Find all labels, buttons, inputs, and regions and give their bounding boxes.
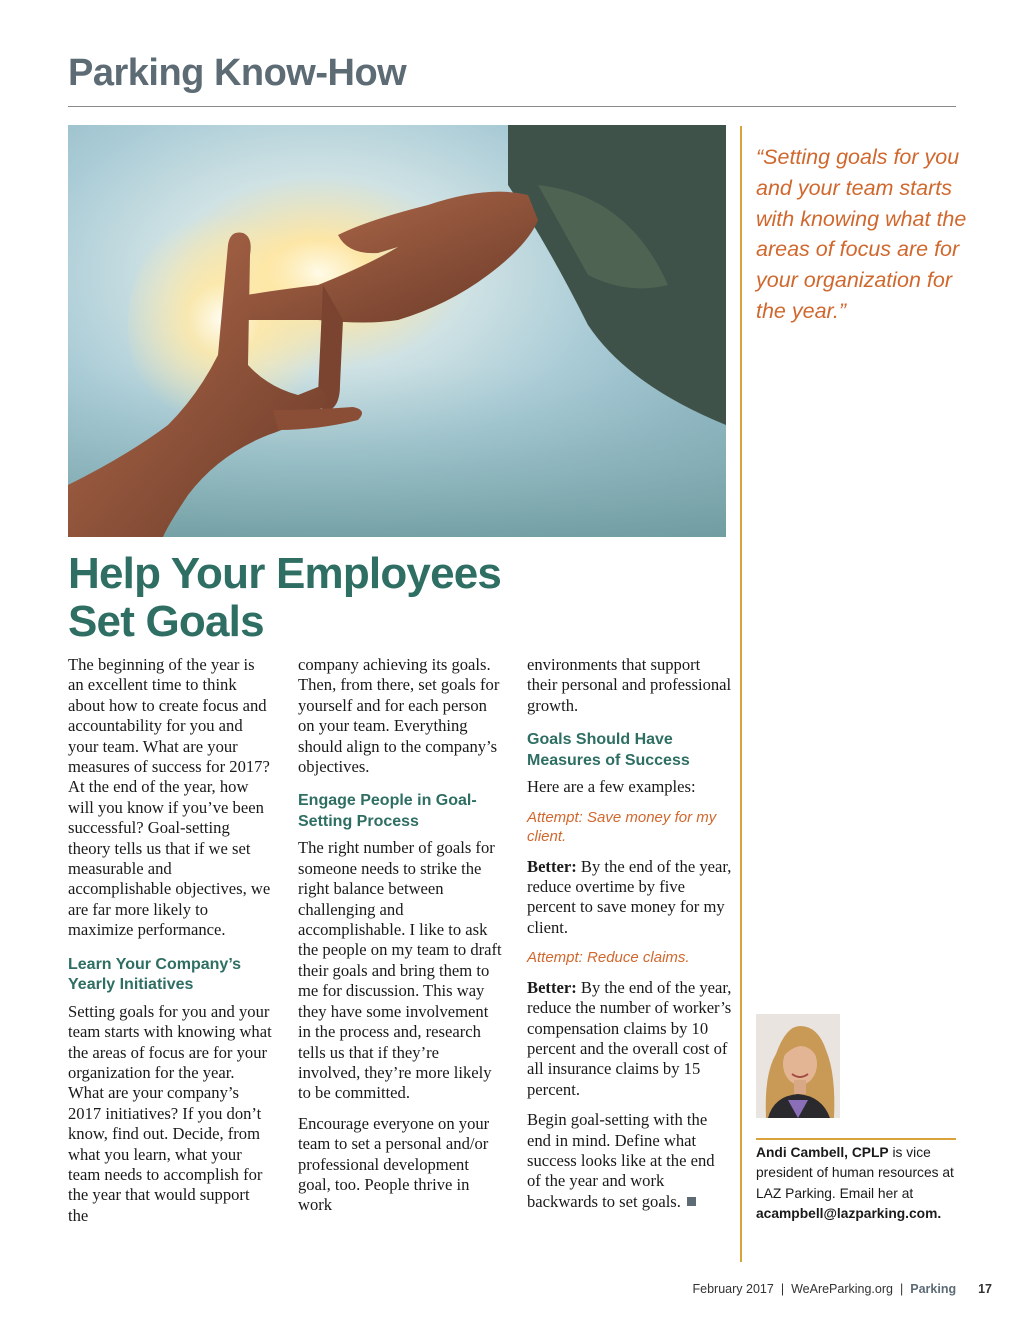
footer-date: February 2017 [692,1282,774,1296]
encourage-paragraph: Encourage everyone on your team to set a personal and/or professional development goal, too. People thrive in work [298,1113,490,1215]
page-number: 17 [978,1282,992,1296]
header-rule [68,106,956,107]
headline-line-2: Set Goals [68,597,264,646]
better-label: Better: [527,977,577,997]
author-name: Andi Cambell, CPLP [756,1145,889,1160]
column-divider [740,126,742,1262]
initiatives-paragraph-continued: company achieving its goals. Then, from there, set goals for yourself and for each person on your team. Everything should align to the company’s objectives. [298,655,500,777]
article-column-3 [527,655,732,1222]
initiatives-paragraph: Setting goals for you and your team starts with knowing what the areas of focus are for your organization for the year. What are your company’s 2017 initiatives? If you don’t know, find out. Decide, from what you learn, what your team needs to accomplish for the year that would support the [68,1001,272,1225]
article-column-1 [68,655,273,1236]
pull-quote: “Setting goals for you and your team starts with knowing what the areas of focus are for your organization for the year.” [756,145,967,323]
hero-photo [68,125,726,537]
hands-framing-sun-image [68,125,726,537]
closing-text: Begin goal-setting with the end in mind. Define what success looks like at the end of the year and work backwards to set goals. [527,1110,715,1211]
better-example-1 [527,857,732,939]
attempt-example-2: Attempt: Reduce claims. [527,949,690,967]
author-bio [756,1143,966,1224]
page-footer [693,1282,992,1296]
subheading-measures-of-success: Goals Should Have Measures of Success [527,731,690,769]
author-portrait-image [756,1014,840,1118]
author-bio-text: is vice president of human resources at LAZ Parking. Email her at [756,1145,954,1201]
better-text-1: By the end of the year, reduce overtime by five percent to save money for my client. [527,856,732,937]
encourage-paragraph-continued: environments that support their personal and professional growth. [527,655,732,715]
article-column-2 [298,655,503,1226]
better-text-2: By the end of the year, reduce the number of worker’s compensation claims by 10 percent and the overall cost of all insurance claims by 15 percent. [527,977,732,1099]
examples-intro: Here are a few examples: [527,777,696,797]
footer-separator: | [899,1282,904,1296]
better-label: Better: [527,856,577,876]
footer-site[interactable]: WeAreParking.org [791,1282,893,1296]
intro-paragraph: The beginning of the year is an excellent time to think about how to create focus and accountability for you and your team. What are your measures of success for 2017? At the end of the year, how will you know if you’ve been successful? Goal-setting theory tells us that if we set measurable and accomplishable objectives, we are far more likely to maximize performance. [68,655,271,940]
author-email[interactable]: acampbell@lazparking.com. [756,1205,942,1221]
closing-paragraph [527,1110,732,1212]
subheading-learn-initiatives: Learn Your Company’s Yearly Initiatives [68,955,242,994]
attempt-example-1: Attempt: Save money for my client. [527,808,717,846]
engage-paragraph: The right number of goals for someone needs to strike the right balance between challenging and accomplishable. I like to ask the people on my team to draft their goals and bring them to me for discussion. This way they have some involvement in the process and, research tells us that if they’re involved, they’re more likely to be committed. [298,838,502,1103]
subheading-engage-people: Engage People in Goal-Setting Process [298,792,477,830]
headline-line-1: Help Your Employees [68,549,502,598]
article-headline [68,550,501,646]
author-photo [756,1014,840,1118]
footer-separator: | [780,1282,785,1296]
end-of-article-mark [687,1197,696,1206]
bio-rule [756,1138,956,1140]
footer-magazine: Parking [910,1282,957,1296]
section-label: Parking Know-How [68,52,407,94]
better-example-2 [527,978,732,1100]
